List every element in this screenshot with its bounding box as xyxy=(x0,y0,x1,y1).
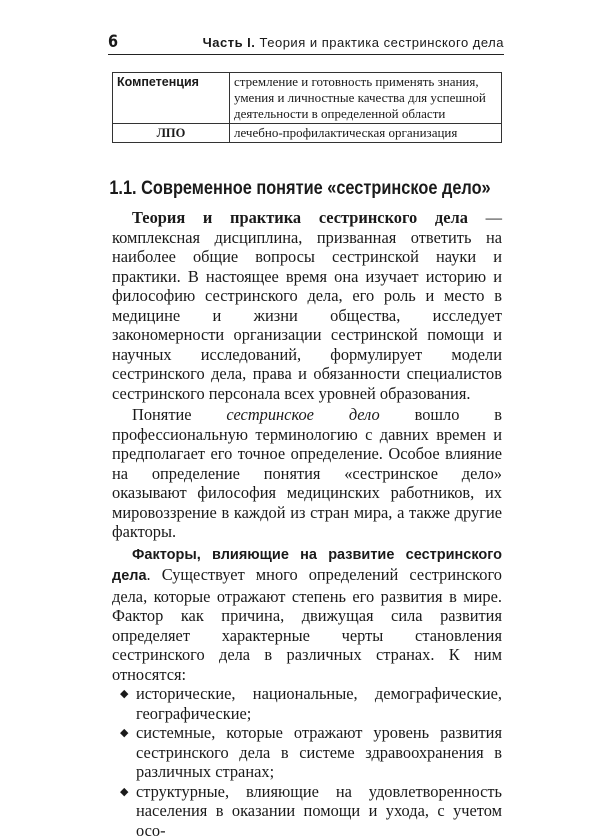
term-cell: ЛПО xyxy=(113,124,230,143)
term-lead: Теория и практика сестринского дела xyxy=(132,208,468,227)
diamond-bullet-icon: ◆ xyxy=(120,783,128,803)
list-item-text: структурные, влияющие на удовлетворенность населения в оказании помощи и ухода, с учетом осо- xyxy=(136,782,502,840)
factors-lead: Факторы, влияющие на развитие сестринского дела xyxy=(112,547,502,585)
running-title xyxy=(203,35,504,50)
body-text xyxy=(112,208,502,840)
list-item xyxy=(112,723,502,782)
paragraph-text: Понятие xyxy=(132,405,226,424)
diamond-bullet-icon: ◆ xyxy=(120,724,128,744)
paragraph xyxy=(112,208,502,403)
page-number: 6 xyxy=(108,32,118,52)
factor-list xyxy=(112,684,502,840)
table-row xyxy=(113,124,502,143)
part-label: Часть I. xyxy=(203,35,256,50)
paragraph-text: вошло в профессиональную терминологию с давних времен и предполагает его точное определение. Особое влияние на определение понятия «сестринское дело» оказывают философия медицинских работников, их мировоззрение в каждой из стран мира, а также другие факторы. xyxy=(112,405,502,541)
table-row xyxy=(113,73,502,124)
abbreviation-table xyxy=(112,72,502,143)
list-item xyxy=(112,782,502,840)
diamond-bullet-icon: ◆ xyxy=(120,685,128,705)
definition-cell: стремление и готовность применять знания, умения и личностные качества для успешной деятельности в определенной области xyxy=(230,73,502,124)
definition-cell: лечебно-профилактическая организация xyxy=(230,124,502,143)
paragraph xyxy=(112,405,502,542)
paragraph-text: . Существует много определений сестринского дела, которые отражают степень его развития в мире. Фактор как причина, движущая сила развития определяет характерные черты становления сестринского дела в различных странах. К ним относятся: xyxy=(112,565,502,684)
paragraph-text: — комплексная дисциплина, призванная ответить на наиболее общие вопросы сестринской науки и практики. В настоящее время она изучает историю и философию сестринского дела, его роль и место в медицине и жизни общества, исследует закономерности организации сестринской помощи и научных исследований, формулирует модели сестринского дела, права и обязанности специалистов сестринского персонала всех уровней образования. xyxy=(112,208,502,403)
list-item-text: системные, которые отражают уровень развития сестринского дела в системе здравоохранения в различных странах; xyxy=(136,723,502,781)
running-header xyxy=(108,34,504,55)
paragraph xyxy=(112,544,502,685)
list-item xyxy=(112,684,502,723)
term-cell: Компетенция xyxy=(113,73,230,124)
section-title: 1.1. Современное понятие «сестринское дело» xyxy=(42,178,558,200)
list-item-text: исторические, национальные, демографические, географические; xyxy=(136,684,502,723)
part-title: Теория и практика сестринского дела xyxy=(260,35,504,50)
italic-term: сестринское дело xyxy=(226,405,379,424)
